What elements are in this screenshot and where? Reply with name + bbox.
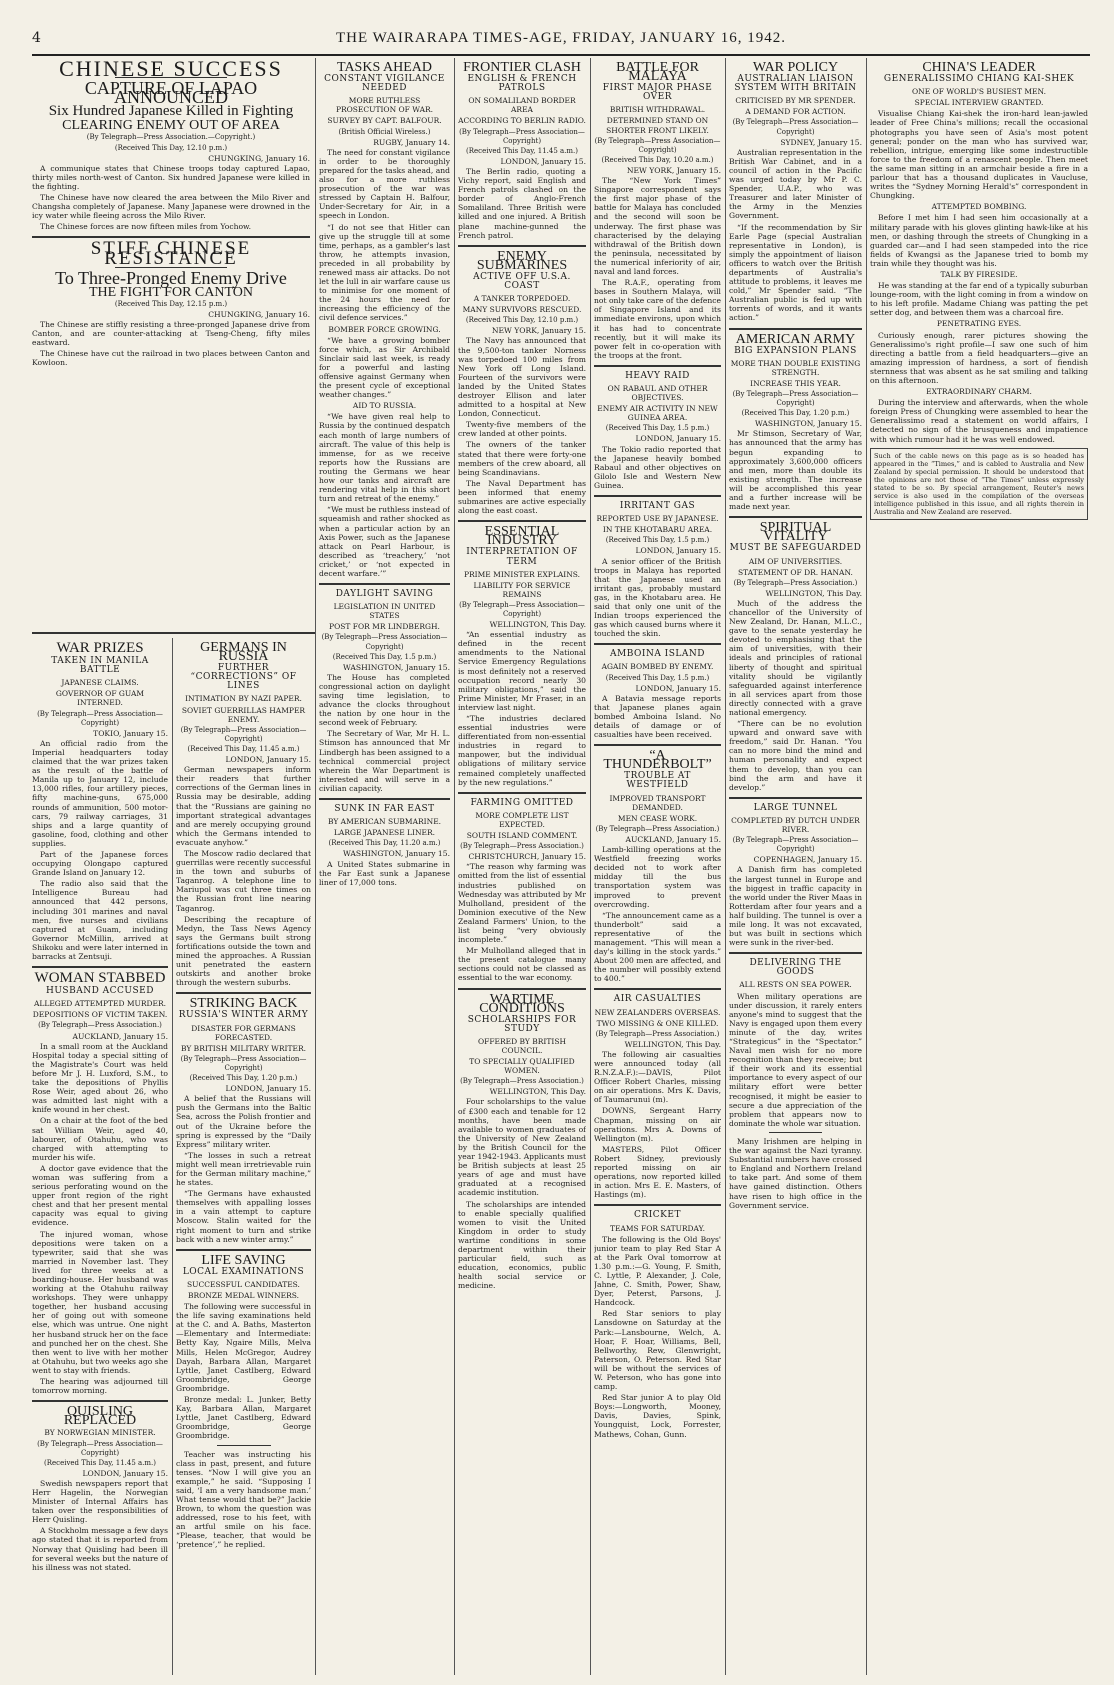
headline: POST FOR MR LINDBERGH. [329,622,440,632]
paragraph: The Chinese have cut the railroad in two places between Canton and Kowloon. [32,349,310,368]
paragraph: Many Irishmen are helping in the war against the Nazi tyranny. Substantial numbers have crossed to England and Northern Ireland to take part. And some of them have gained distinction. Others have risen to high office in the Government service. [729,1136,862,1210]
paragraph: A senior officer of the British troops in Malaya has reported that the Japanese used an irritant gas, probably mustard gas, in the Khotabaru area. He said that only one unit of the Indian troops experienced the gas which caused burns where it touched the skin. [594,556,721,639]
paragraph: The House has completed congressional action on daylight saving time legislation, to advance the clocks throughout the nation by one hour in the second week of February. [319,672,450,728]
paragraph: A Batavia message reports that Japanese planes again bombed Amboina Island. No details of damage or of casualties have been received. [594,693,721,740]
headline: QUISLING REPLACED [63,1404,137,1429]
credit-line: (By Telegraph—Press Association—Copyright) [180,1054,307,1072]
paragraph: The owners of the tanker stated that there were forty-one members of the crew aboard, all being Scandinavians. [458,440,586,477]
paragraph: Four scholarships to the value of £300 each and tenable for 12 months, have been made available to women graduates of the University of New Zealand by the British Council for the year 1942-1943. Applicants must be British subjects at least 25 years of age and must have graduated at a recognised academic institution. [458,1097,586,1198]
credit-line: (By Telegraph—Press Association—Copyright) [459,127,585,145]
headline: ESSENTIAL INDUSTRY [484,524,560,549]
paragraph: The Berlin radio, quoting a Vichy report, said English and French patrols clashed on the border of Anglo-French Somaliland. Three British were killed and one injured. A British plane machine-gunned the French patrol. [458,166,586,240]
headline: FARMING OMITTED [470,797,574,808]
masthead [32,28,1090,56]
paragraph: The need for constant vigilance in order to be thoroughly prepared for the tasks ahead, and also for a more ruthless prosecution of the war was stressed by Captain H. Balfour, Under-Secretary for Air, in a speech in London. [319,147,450,221]
dateline: WASHINGTON, January 15. [342,849,450,859]
headline: ENGLISH & FRENCH PATROLS [467,74,577,94]
headline: ENEMY SUBMARINES [476,248,568,273]
received-line: (Received This Day, 11.20 a.m.) [328,839,441,848]
headline: MEN CEASE WORK. [617,813,698,823]
headline: TAKEN IN MANILA BATTLE [51,656,149,676]
paragraph: The following is the Old Boys' junior team to play Red Star A at the Park Oval tomorrow at 1.30 p.m.:—G. Young, F. Smith, C. Lyttle, P. Alexander, J. Cole, Jahne, C. Smith, Power, Shaw, Dyer, Peterst, Parsons, J. Handcock. [594,1234,721,1308]
paragraph: Swedish newspapers report that Herr Hagelin, the Norwegian Minister of Internal Affairs has taken over the responsibilities of Herr Quisling. [32,1478,168,1525]
received-line: (Received This Day, 11.45 a.m.) [44,1458,156,1467]
headline: BY AMERICAN SUBMARINE. [327,817,442,827]
paragraph: Australian representation in the British War Cabinet, and in a council of action in the Pacific was urged today by Mr P. C. Spender, U.A.P., who was Treasurer and later Minister of the Army in the Menzies Government. [729,147,862,221]
headline: DISASTER FOR GERMANS FORECASTED. [191,1023,296,1042]
paragraph: Describing the recapture of Medyn, the Tass News Agency says the Germans built strong fortifications outside the town and mined the approaches. A Russian unit penetrated the eastern outskirts and another broke through the western suburbs. [176,914,311,988]
dateline: LONDON, January 15. [82,1468,168,1478]
credit-line: (By Telegraph—Press Association—Copyright) [732,390,859,408]
paragraph: A United States submarine in the Far East sunk a Japanese liner of 17,000 tons. [319,859,450,887]
paragraph: The scholarships are intended to enable specially qualified women to visit the United Kingdom in order to study wartime conditions in some department within their particular field, such as education, economics, public health social service or medicine. [458,1199,586,1291]
headline: TASKS AHEAD [337,60,432,75]
headline: SCHOLARSHIPS FOR STUDY [467,1014,577,1034]
paragraph: “If the recommendation by Sir Earle Page (special Australian representative in London), is simply the appointment of liaison officers to watch over the British departments of Australia's attitude to problems, it leaves me cold,” Mr Spender said. “The Australian public is fed up with torrents of words, and it wants action.” [729,222,862,323]
paragraph: The hearing was adjourned till tomorrow morning. [32,1377,168,1396]
headline: SPECIAL INTERVIEW GRANTED. [914,98,1044,108]
paragraph: A Stockholm message a few days ago stated that it is reported from Norway that Quisling had been ill for several weeks but the nature of his illness was not stated. [32,1526,168,1572]
credit-line: (By Telegraph—Press Association—Copyright) [732,118,859,136]
paragraph: Curiously enough, rarer pictures showing the Generalissimo's right profile—I saw one such of him directing a battle from a field headquarters—give an amazing impression of hardness, a sort of fiendish sternness that was absent as he sat smiling and talking on this afternoon. [870,330,1088,385]
paragraph: The Secretary of War, Mr H. L. Stimson has announced that Mr Lindbergh has been assigned to a technical commercial project wherein the War Department is interested and will serve in a civilian capacity. [319,729,450,793]
headline: LIABILITY FOR SERVICE REMAINS [473,580,571,599]
headline: TO SPECIALLY QUALIFIED WOMEN. [469,1057,575,1076]
dateline: LONDON, January 15. [500,156,586,166]
paragraph: “The announcement came as a thunderbolt” said a representative of the management. “This will mean a day's killing in the stock yards.” About 200 men are affected, and the number will possibly extend to 400.” [594,910,721,984]
paragraph: On a chair at the foot of the bed sat William Weir, aged 40, labourer, of Otahuhu, who was charged with attempting to murder his wife. [32,1116,168,1162]
received-line: (Received This Day, 1.5 p.m.) [605,673,710,682]
paragraph: A Danish firm has completed the largest tunnel in Europe and the biggest in traffic capacity in the world under the River Maas in Rotterdam after four years and a half building. The tunnel is over a mile long. It was not excavated, but was built in sections which were sunk in the river-bed. [729,865,862,948]
credit-line: (By Telegraph—Press Association—Copyright) [180,725,307,743]
credit-line: (By Telegraph—Press Association—Copyright) [37,1439,163,1457]
headline: ON SOMALILAND BORDER AREA [468,96,576,115]
headline: “A THUNDERBOLT” [603,748,712,773]
paragraph: A belief that the Russians will push the Germans into the Baltic Sea, across the Polish frontier and out of the Ukraine before the spring is expressed by the “Daily Express” military writer. [176,1094,311,1149]
headline: ENEMY AIR ACTIVITY IN NEW GUINEA AREA. [597,404,718,423]
paragraph: Twenty-five members of the crew landed at other points. [458,420,586,439]
dateline: SYDNEY, January 15. [780,137,862,147]
dateline: COPENHAGEN, January 15. [753,855,862,865]
paragraph: The following air casualties were announced today (all R.N.Z.A.F.):—DAVIS, Pilot Officer Robert Charles, missing on air operations. Mrs K. Davis, of Taumarunui (m). [594,1049,721,1105]
headline: CAPTURE OF LAPAO ANNOUNCED [84,78,258,108]
dateline: CHRISTCHURCH, January 15. [468,852,586,862]
dateline: AUCKLAND, January 15. [72,1031,168,1041]
dateline: WELLINGTON, This Day. [624,1039,721,1049]
headline: TEAMS FOR SATURDAY. [609,1223,706,1233]
dateline: WASHINGTON, January 15. [342,662,450,672]
credit-line: (By Telegraph—Press Association.) [38,1021,162,1030]
headline: MORE THAN DOUBLE EXISTING STRENGTH. [730,358,861,377]
credit-line: (By Telegraph—Press Association.) [595,1029,720,1038]
paragraph: Mr Mulholland alleged that in the present catalogue many sections could not be classed as essential to the war economy. [458,946,586,983]
headline: REPORTED USE BY JAPANESE. [596,514,719,524]
paragraph: An official radio from the Imperial headquarters today claimed that the war prizes taken as the result of the battle of Manila up to January 12, include 13,000 rifles, four artillery pieces, fifty machine-guns, 675,000 rounds of ammunition, 500 motor-cars, 79 railway carriages, 31 ships and a large quantity of gasoline, food, clothing and other supplies. [32,738,168,848]
credit-line: (By Telegraph—Press Association—Copyright) [732,836,859,854]
headline: JAPANESE CLAIMS. [61,678,139,688]
masthead-title: THE WAIRARAPA TIMES-AGE, FRIDAY, JANUARY 16, 1942. [335,30,787,46]
headline: TROUBLE AT WESTFIELD [624,771,691,791]
received-line: (Received This Day, 1.5 p.m.) [605,536,710,545]
subheading: ATTEMPTED BOMBING. [931,202,1027,212]
paragraph: The Chinese have now cleared the area between the Milo River and Changsha completely of Japanese. Many Japanese were drowned in the icy water while fleeing across the Milo River. [32,193,310,221]
headline: MORE COMPLETE LIST EXPECTED. [475,810,569,829]
paragraph: Lamb-killing operations at the Westfield freezing works decided not to work after midday till the bus transportation system was improved to prevent overcrowding. [594,845,721,909]
headline: DAYLIGHT SAVING [335,589,434,600]
headline: TWO MISSING & ONE KILLED. [596,1018,719,1028]
credit-line: (British Official Wireless.) [338,127,431,136]
headline: PRIME MINISTER EXPLAINS. [463,569,581,579]
paragraph: Visualise Chiang Kai-shek the iron-hard lean-jawled leader of Free China's millions; recall the occasional photographs you have seen of Asia's most potent general; ponder on the man who has survived war, rebellion, intrigue, emerging like some indestructible force to the freedom of a renascent people. Then meet the same man sitting in an armchair beside a fire in a parlour that has a thousand duplicates in Vaucluse, writes the “Sydney Morning Herald's” correspondent in Chungking. [870,109,1088,201]
paragraph: “There can be no evolution upward and onward save with freedom,” said Dr. Hanan. “You can no more bind the mind and human personality and expect them to develop, than you can bind the arm and have it develop.” [729,719,862,792]
headline: BRITISH WITHDRAWAL. [609,105,706,115]
paragraph: “We have given real help to Russia by the continued despatch each month of large numbers of aircraft. The value of this help is immense, for as we receive reports how the Russians are routing the Germans we hear how our tanks and aircraft are rendering vital help in this short turn and retreat of the enemy.” [319,412,450,504]
paragraph: In a small room at the Auckland Hospital today a special sitting of the Magistrate's Court was held before Mr J. H. Luxford, S.M., to take the depositions of Phyllis Rose Weir, aged about 26, who was admitted last night with a knife wound in her chest. [32,1041,168,1115]
headline: ACTIVE OFF U.S.A. COAST [473,271,571,291]
headline: ACCORDING TO BERLIN RADIO. [458,116,586,126]
headline: LEGISLATION IN UNITED STATES [333,602,436,621]
dateline: LONDON, January 15. [635,546,721,556]
column-rule [725,58,726,1675]
headline: Six Hundred Japanese Killed in Fighting [48,103,294,120]
headline: BIG EXPANSION PLANS [734,345,857,356]
headline: SOUTH ISLAND COMMENT. [466,831,578,841]
column-7 [870,58,1088,1675]
headline: NEW ZEALANDERS OVERSEAS. [594,1007,721,1017]
paragraph: Part of the Japanese forces occupying Olongapo captured Grande Island on January 12. [32,849,168,878]
headline: LIFE SAVING [201,1252,286,1268]
paragraph: “An essential industry as defined in the recent amendments to the National Service Emergency Regulations is most definitely not a reserved occupation record nearly 30 military obligations,” said the Prime Minister, Mr Fraser, in an interview last night. [458,630,586,712]
headline: LOCAL EXAMINATIONS [182,1266,305,1277]
headline: AMERICAN ARMY [735,331,856,347]
dateline: LONDON, January 15. [225,755,311,765]
headline: ALLEGED ATTEMPTED MURDER. [33,999,167,1009]
dateline: WELLINGTON, This Day. [489,1087,586,1097]
paragraph: Before I met him I had seen him occasionally at a military parade with his gloves glinting hawk-like at his men, or dashing through the streets of Chungking in a guarded car—and I had seen stampeded into the rice fields of Kwangsi as the Japanese tried to bomb my train while they thought was his. [870,213,1088,268]
paragraph: “The industries declared essential industries were differentiated from non-essential industries in regard to manpower, but the individual obligations of military service remained completely unaffected by the new regulations.” [458,714,586,787]
headline: BRONZE MEDAL WINNERS. [187,1291,300,1300]
headline: DETERMINED STAND ON SHORTER FRONT LIKELY. [606,116,709,135]
received-line: (Received This Day, 1.20 p.m.) [741,409,850,418]
dateline: LONDON, January 15. [635,434,721,444]
paragraph: Teacher was instructing his class in past, present, and future tenses. “Now I will give you an example,” he said. “Supposing I said, ‘I am a very handsome man.’ What tense would that be?” Jackie Brown, to whom the question was addressed, rose to his feet, with an artful smile on his face. “Please, teacher, that would be ‘pretence’,” he replied. [176,1449,311,1550]
column-5 [594,58,721,1675]
headline: ONE OF WORLD'S BUSIEST MEN. [912,87,1046,97]
paragraph: The radio also said that the Intelligence Bureau had announced that 442 persons, including 301 marines and naval men, five nurses and civilians captured at Guam, including Governor McMillin, arrived at Shikoku and were later interned in barracks at Zentsuji. [32,879,168,961]
credit-line: (By Telegraph—Press Association—Copyright) [594,136,721,154]
subheading: BOMBER FORCE GROWING. [328,324,441,334]
headline: BY NORWEGIAN MINISTER. [44,1428,156,1438]
paragraph: The following were successful in the life saving examinations held at the C. and A. Baths, Masterton—Elementary and Intermediate: Betty Kay, Ngaire Mills, Melva Mills, Helen McGregor, Audrey Dayah, Barbara Allan, Margaret Lyttle, Janet Castlberg, Edward Groombridge, George Groombridge. [176,1302,311,1393]
column-6 [729,58,862,1675]
headline: CHINESE SUCCESS [59,58,283,81]
column-3 [319,58,450,1675]
column-4 [458,58,586,1675]
paragraph: Bronze medal: L. Junker, Betty Kay, Barbara Allan, Margaret Lyttle, Janet Castlberg, Edward Groombridge, George Groombridge. [176,1395,311,1441]
paragraph: MASTERS, Pilot Officer Robert Sidney, previously reported missing on air operations, now reported killed in action. Mrs E. E. Masters, of Hastings (m). [594,1144,721,1200]
headline: AIR CASUALTIES [613,994,702,1005]
received-line: (Received This Day, 1.5 p.m.) [605,424,710,433]
paragraph: Mr Stimson, Secretary of War, has announced that the army has begun expanding to approximately 3,600,000 officers and men, more than double its existing strength. The increase will be accomplished this year and a further increase will be made next year. [729,429,862,512]
headline: AGAIN BOMBED BY ENEMY. [601,662,714,672]
paragraph: The R.A.F., operating from bases in Southern Malaya, will not only take care of the defence of Singapore Island and its immediate environs, upon which it has had to concentrate recently, but it will make its power felt in co-operation with the troops at the front. [594,278,721,360]
credit-line: (By Telegraph—Press Association.) [595,824,720,833]
headline: WAR PRIZES [56,640,144,656]
headline: IMPROVED TRANSPORT DEMANDED. [609,793,706,812]
paragraph: The Tokio radio reported that the Japanese heavily bombed Rabaul and other objectives on Gilolo Isle and Western New Guinea. [594,444,721,490]
dateline: TOKIO, January 15. [93,728,168,738]
headline: BY BRITISH MILITARY WRITER. [180,1043,307,1053]
column-rule [590,58,591,1675]
column-rule [454,58,455,1675]
credit-line: (By Telegraph—Press Association.—Copyright.) [86,133,256,142]
paragraph: The Chinese forces are now fifteen miles from Yochow. [40,222,252,232]
headline: AUSTRALIAN LIAISON SYSTEM WITH BRITAIN [734,74,857,94]
headline: WOMAN STABBED [34,970,166,987]
headline: DELIVERING THE GOODS [749,958,842,978]
paragraph: The Chinese are stiffly resisting a three-pronged Japanese drive from Canton, and are counter-attacking at Tseng-Cheng, fifty miles eastward. [32,319,310,348]
received-line: (Received This Day, 1.20 p.m.) [189,1074,298,1083]
paragraph: When military operations are under discussion, it rarely enters anyone's mind to suggest that the Navy is engaged upon them every minute of the day, writes “Strategicus” in the “Spectator.” Naval men wish for no more recognition than they receive; but if their work and its essential importance to every aspect of our military effort were better recognised, it might be easier to secure a due appreciation of the problem that appears now to dominate the whole war situation. [729,991,862,1128]
dateline: LONDON, January 15. [635,683,721,693]
headline: LARGE JAPANESE LINER. [333,828,436,838]
paragraph: The “New York Times” Singapore correspondent says the first major phase of the battle for Malaya has concluded and the second will soon be underway. The first phase was characterised by the delaying withdrawal of the British down the peninsula, necessitated by the numerical inferiority of air, naval and land forces. [594,176,721,276]
headline: GENERALISSIMO CHIANG KAI-SHEK [883,74,1075,85]
paragraph: “The reason why farming was omitted from the list of essential industries published on Wednesday was attributed by Mr Mulholland, president of the Dominion executive of the New Zealand Farmers' Union, to the list being “very obviously incomplete.” [458,862,586,945]
headline: To Three-Pronged Enemy Drive [55,267,287,288]
received-line: (Received This Day, 12.10 p.m.) [465,316,579,325]
headline: LARGE TUNNEL [753,802,838,813]
headline: HEAVY RAID [625,370,690,381]
dateline: CHUNGKING, January 16. [208,153,310,163]
page-number: 4 [32,30,41,46]
headline: INCREASE THIS YEAR. [750,378,841,388]
headline: THE FIGHT FOR CANTON [89,284,253,300]
column-rule [172,638,173,1675]
headline: MUST BE SAFEGUARDED [729,543,862,554]
paragraph: The Naval Department has been informed that enemy submarines are active especially along the east coast. [458,478,586,516]
copyright-note: Such of the cable news on this page as is so headed has appeared in the “Times,” and is cabled to Australia and New Zealand by special permission. It should be understood that the opinions are not those of “The Times” unless expressly stated to be so. By special arrangement, Reuter's news service is also used in the compilation of the overseas intelligence published in this issue, and all rights therein in Australia and New Zealand are reserved. [870,448,1088,520]
headline: GOVERNOR OF GUAM INTERNED. [55,689,145,708]
dateline: LONDON, January 15. [225,1084,311,1094]
credit-line: (By Telegraph—Press Association.) [460,1077,584,1086]
paragraph: German newspapers inform their readers that further corrections of the German lines in Russia may be desirable, adding that the “Russians are gaining no important strategical advantages and are merely occupying ground which the Germans intended to evacuate anyhow.” [176,765,311,847]
section-rule [32,632,315,634]
subheading: EXTRAORDINARY CHARM. [926,387,1032,397]
paragraph: A communique states that Chinese troops today captured Lapao, thirty miles north-west of Canton. Six hundred Japanese were killed in the fighting. [32,163,310,191]
headline: AMBOINA ISLAND [610,649,705,660]
credit-line: (By Telegraph—Press Association—Copyright) [321,633,448,651]
paragraph: “We have a growing bomber force which, as Sir Archibald Sinclair said last week, is ready for a powerful and lasting offensive against Germany when the present cycle of exceptional weather changes.” [319,335,450,400]
dateline: RUGBY, January 14. [373,137,450,147]
headline: MANY SURVIVORS RESCUED. [462,305,582,315]
headline: ON RABAUL AND OTHER OBJECTIVES. [607,384,708,403]
paragraph: A doctor gave evidence that the woman was suffering from a serious perforating wound on the upper front region of the right chest and that her present mental capacity was equal to giving evidence. [32,1163,168,1228]
headline: DEPOSITIONS OF VICTIM TAKEN. [32,1010,168,1020]
headline: STATEMENT OF DR. HANAN. [738,567,853,577]
headline: AIM OF UNIVERSITIES. [748,556,843,566]
paragraph: “The Germans have exhausted themselves with appalling losses in a vain attempt to capture Moscow. Stalin waited for the right moment to turn and strike back with a new winter army.” [176,1189,311,1244]
dateline: WELLINGTON, This Day. [489,620,586,630]
headline: WAR POLICY [752,60,839,75]
column-rule [866,58,867,1675]
dateline: AUCKLAND, January 15. [625,834,721,844]
headline: SOVIET GUERRILLAS HAMPER ENEMY. [181,705,306,724]
headline: RUSSIA'S WINTER ARMY [178,1010,309,1021]
credit-line: (By Telegraph—Press Association—Copyright) [459,600,585,618]
paragraph: Red Star seniors to play Lansdowne on Saturday at the Park:—Lansbourne, Welch, A. Hoar, F. Hoar, Williams, Bell, Bellworthy, Rew, Glenwright, Paterson, O. Peterson. Red Star will be without the services of W. Peterson, who has gone into camp. [594,1309,721,1392]
paragraph: DOWNS, Sergeant Harry Chapman, missing on air operations. Mrs A. Downs of Wellington (m). [594,1106,721,1143]
paragraph: The Moscow radio declared that guerrillas were recently successful in the town and suburbs of Taganrog. A telephone line to Mariupol was cut three times on the Russian front line nearing Taganrog. [176,848,311,913]
headline: A DEMAND FOR ACTION. [745,107,846,117]
subheading: TALK BY FIRESIDE. [940,269,1018,279]
dateline: NEW YORK, January 15. [626,165,721,175]
received-line: (Received This Day, 11.45 a.m.) [187,744,300,753]
subheading: AID TO RUSSIA. [352,401,417,411]
headline: FIRST MAJOR PHASE OVER [602,83,713,103]
headline: COMPLETED BY DUTCH UNDER RIVER. [731,815,860,835]
subheading: PENETRATING EYES. [936,319,1022,329]
headline: MORE RUTHLESS PROSECUTION OF WAR. [335,96,434,115]
column-rule [315,58,316,1675]
headline: CRICKET [634,1210,681,1221]
headline: INTERPRETATION OF TERM [466,547,578,567]
headline: IN THE KHOTABARU AREA. [602,525,713,535]
headline: IRRITANT GAS [619,501,696,512]
headline: STRIKING BACK [189,996,298,1012]
received-line: (Received This Day, 11.45 a.m.) [466,146,578,155]
headline: CHINA'S LEADER [922,60,1036,75]
dateline: CHUNGKING, January 16. [208,309,310,319]
headline: FURTHER “CORRECTIONS” OF LINES [190,663,297,692]
headline: FRONTIER CLASH [463,60,581,75]
paragraph: Red Star junior A to play Old Boys:—Longworth, Mooney, Davis, Davies, Spink, Youngquist, Lock, Forrester, Mathews, Cohan, Gunn. [594,1393,721,1439]
received-line: (Received This Day, 1.5 p.m.) [332,652,437,661]
headline: ALL RESTS ON SEA POWER. [739,980,852,990]
headline: A TANKER TORPEDOED. [473,294,571,304]
headline: SURVEY BY CAPT. BALFOUR. [327,116,442,126]
headline: CRITICISED BY MR SPENDER. [735,96,856,106]
headline: SPIRITUAL VITALITY [759,520,832,545]
headline: SUCCESSFUL CANDIDATES. [187,1279,300,1289]
chinese-success-article [32,58,310,628]
headline: CLEARING ENEMY OUT OF AREA [62,118,280,134]
credit-line: (By Telegraph—Press Association—Copyright) [37,709,163,727]
dateline: NEW YORK, January 15. [491,326,586,336]
paragraph: “I do not see that Hitler can give up the struggle till at some time, perhaps, as a gambler's last throw, he attempts invasion, preceded in all probability by renewed mass air attacks. Do not let the lull in air warfare cause us to minimise for one moment of the 24 hours the need for increasing the efficiency of the civil defence services.” [319,222,450,323]
received-line: (Received This Day, 10.20 a.m.) [601,155,714,164]
paragraph: Much of the address the chancellor of the University of New Zealand, Dr. Hanan, M.L.C., gave to the senate yesterday he devoted to emphasising that the aim of universities, with their ideals and principles of rational liberty of thought and spiritual vitality should be vigilantly safeguarded against interference in all services apart from those directly connected with a grave national emergency. [729,598,862,717]
paragraph: He was standing at the far end of a typically suburban lounge-room, with the light coming in from a window on to his left profile. Madame Chiang was patting the pet setter dog, and between them was a charcoal fire. [870,281,1088,318]
credit-line: (By Telegraph—Press Association.) [460,842,584,851]
paragraph: “The losses in such a retreat might well mean irretrievable ruin for the German military machine,” he states. [176,1150,311,1188]
headline: SUNK IN FAR EAST [334,804,435,815]
headline: OFFERED BY BRITISH COUNCIL. [477,1036,567,1055]
received-line: (Received This Day, 12.15 p.m.) [114,299,228,308]
received-line: (Received This Day, 12.10 p.m.) [114,143,228,152]
dateline: WELLINGTON, This Day. [765,588,862,598]
headline: CONSTANT VIGILANCE NEEDED [324,74,445,94]
column-2 [176,638,311,1675]
headline: GERMANS IN RUSSIA [200,640,287,665]
headline: INTIMATION BY NAZI PAPER. [185,694,302,704]
paragraph: “We must be ruthless instead of squeamish and rather shocked as when a particular action by an Axis Power, such as the Japanese attack on Pearl Harbour, is described as ‘treachery,’ ‘not cricket,’ or ‘not expected in decent warfare.’” [319,505,450,578]
paragraph: The injured woman, whose depositions were taken on a typewriter, said that she was married in November last. They lived for three weeks at a boarding-house. Her husband was working at the Otahuhu railway workshops. They were unhappy together, her husband accusing her of going out with someone else, which was untrue. One night her husband struck her on the face and punched her on the chest. She then went to live with her mother at Otahuhu, but two weeks ago she went to stay with friends. [32,1229,168,1375]
paragraph: During the interview and afterwards, when the whole foreign Press of Chungking were assembled to hear the Generalissimo read a statement on world affairs, I detected no sign of the brusqueness and impatience with which rumour had it he was well endowed. [870,398,1088,444]
paragraph: The Navy has announced that the 9,500-ton tanker Norness was torpedoed 100 miles from New York off Long Island. Fourteen of the survivors were landed by the United States destroyer Ellison and later admitted to a hospital at New London, Connecticut. [458,336,586,419]
headline: BATTLE FOR MALAYA [616,60,699,85]
dateline: WASHINGTON, January 15. [754,419,862,429]
headline: STIFF CHINESE RESISTANCE [90,238,252,269]
credit-line: (By Telegraph—Press Association.) [733,578,858,587]
headline: HUSBAND ACCUSED [46,986,154,997]
headline: WARTIME CONDITIONS [479,991,565,1016]
column-1 [32,638,168,1675]
